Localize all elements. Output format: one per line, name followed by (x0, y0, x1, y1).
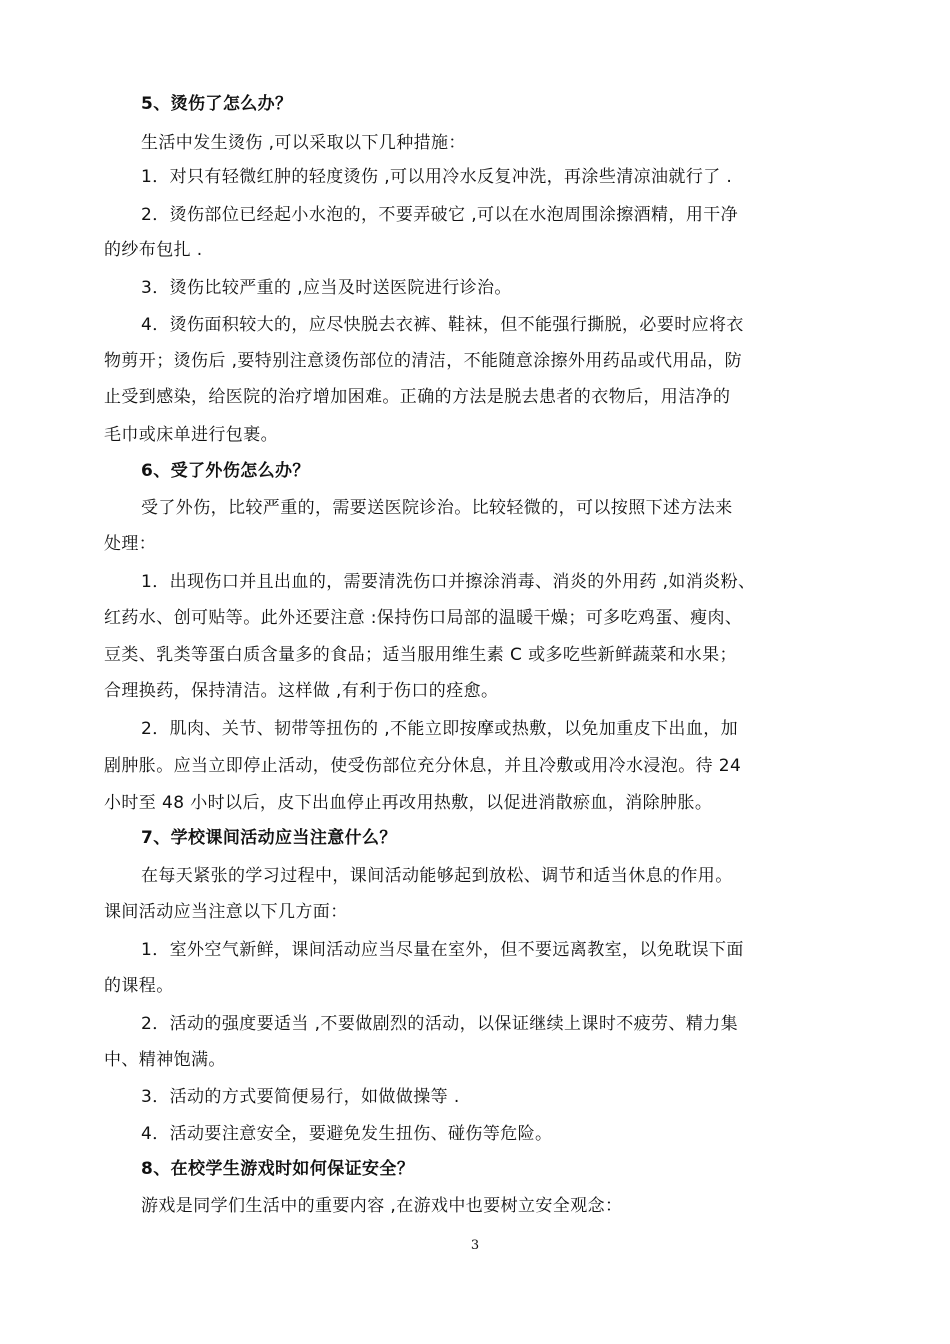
section-6-item-2-line-1: 2．肌肉、关节、韧带等扭伤的 ,不能立即按摩或热敷，以免加重皮下出血，加 (141, 719, 739, 739)
section-5-item-4-line-4: 毛巾或床单进行包裹。 (104, 425, 278, 445)
section-5-heading: 5、烫伤了怎么办？ (141, 94, 293, 114)
section-5-item-2-line-2: 的纱布包扎 . (104, 240, 203, 260)
section-7-intro-line-1: 在每天紧张的学习过程中，课间活动能够起到放松、调节和适当休息的作用。 (141, 866, 733, 886)
section-6-intro-line-1: 受了外伤，比较严重的，需要送医院诊治。比较轻微的，可以按照下述方法来 (141, 498, 733, 518)
section-5-item-1: 1．对只有轻微红肿的轻度烫伤 ,可以用冷水反复冲洗，再涂些清凉油就行了 . (141, 167, 733, 187)
section-8-intro: 游戏是同学们生活中的重要内容 ,在游戏中也要树立安全观念： (141, 1196, 623, 1216)
section-8-heading: 8、在校学生游戏时如何保证安全？ (141, 1159, 415, 1179)
section-7-item-2-line-2: 中、精神饱满。 (104, 1050, 226, 1070)
section-6-item-1-line-3: 豆类、乳类等蛋白质含量多的食品；适当服用维生素 C 或多吃些新鲜蔬菜和水果； (104, 645, 737, 665)
section-5-intro: 生活中发生烫伤 ,可以采取以下几种措施： (141, 133, 466, 153)
section-5-item-4-line-2: 物剪开；烫伤后 ,要特别注意烫伤部位的清洁，不能随意涂擦外用药品或代用品，防 (104, 351, 743, 371)
section-7-item-1-line-1: 1．室外空气新鲜，课间活动应当尽量在室外，但不要远离教室，以免耽误下面 (141, 940, 744, 960)
section-7-item-4: 4．活动要注意安全，要避免发生扭伤、碰伤等危险。 (141, 1124, 553, 1144)
section-5-item-4-line-3: 止受到感染，给医院的治疗增加困难。正确的方法是脱去患者的衣物后，用洁净的 (104, 387, 731, 407)
section-5-item-3: 3．烫伤比较严重的 ,应当及时送医院进行诊治。 (141, 278, 512, 298)
section-6-intro-line-2: 处理： (104, 534, 157, 554)
section-7-intro-line-2: 课间活动应当注意以下几方面： (104, 902, 348, 922)
section-7-item-3: 3．活动的方式要简便易行，如做做操等 . (141, 1087, 460, 1107)
section-7-heading: 7、学校课间活动应当注意什么？ (141, 828, 397, 848)
section-6-heading: 6、受了外伤怎么办？ (141, 461, 310, 481)
section-6-item-1-line-4: 合理换药，保持清洁。这样做 ,有利于伤口的痊愈。 (104, 681, 499, 701)
page-number: 3 (470, 1238, 480, 1253)
section-6-item-2-line-3: 小时至 48 小时以后，皮下出血停止再改用热敷，以促进消散瘀血，消除肿胀。 (104, 793, 713, 813)
section-7-item-1-line-2: 的课程。 (104, 976, 174, 996)
section-5-item-4-line-1: 4．烫伤面积较大的，应尽快脱去衣裤、鞋袜，但不能强行撕脱，必要时应将衣 (141, 315, 744, 335)
section-5-item-2-line-1: 2．烫伤部位已经起小水泡的，不要弄破它 ,可以在水泡周围涂擦酒精，用干净 (141, 205, 739, 225)
section-7-item-2-line-1: 2．活动的强度要适当 ,不要做剧烈的活动，以保证继续上课时不疲劳、精力集 (141, 1014, 739, 1034)
section-6-item-1-line-2: 红药水、创可贴等。此外还要注意 :保持伤口局部的温暖干燥；可多吃鸡蛋、瘦肉、 (104, 608, 743, 628)
section-6-item-1-line-1: 1．出现伤口并且出血的，需要清洗伤口并擦涂消毒、消炎的外用药 ,如消炎粉、 (141, 572, 756, 592)
section-6-item-2-line-2: 剧肿胀。应当立即停止活动，使受伤部位充分休息，并且冷敷或用冷水浸泡。待 24 (104, 756, 742, 776)
